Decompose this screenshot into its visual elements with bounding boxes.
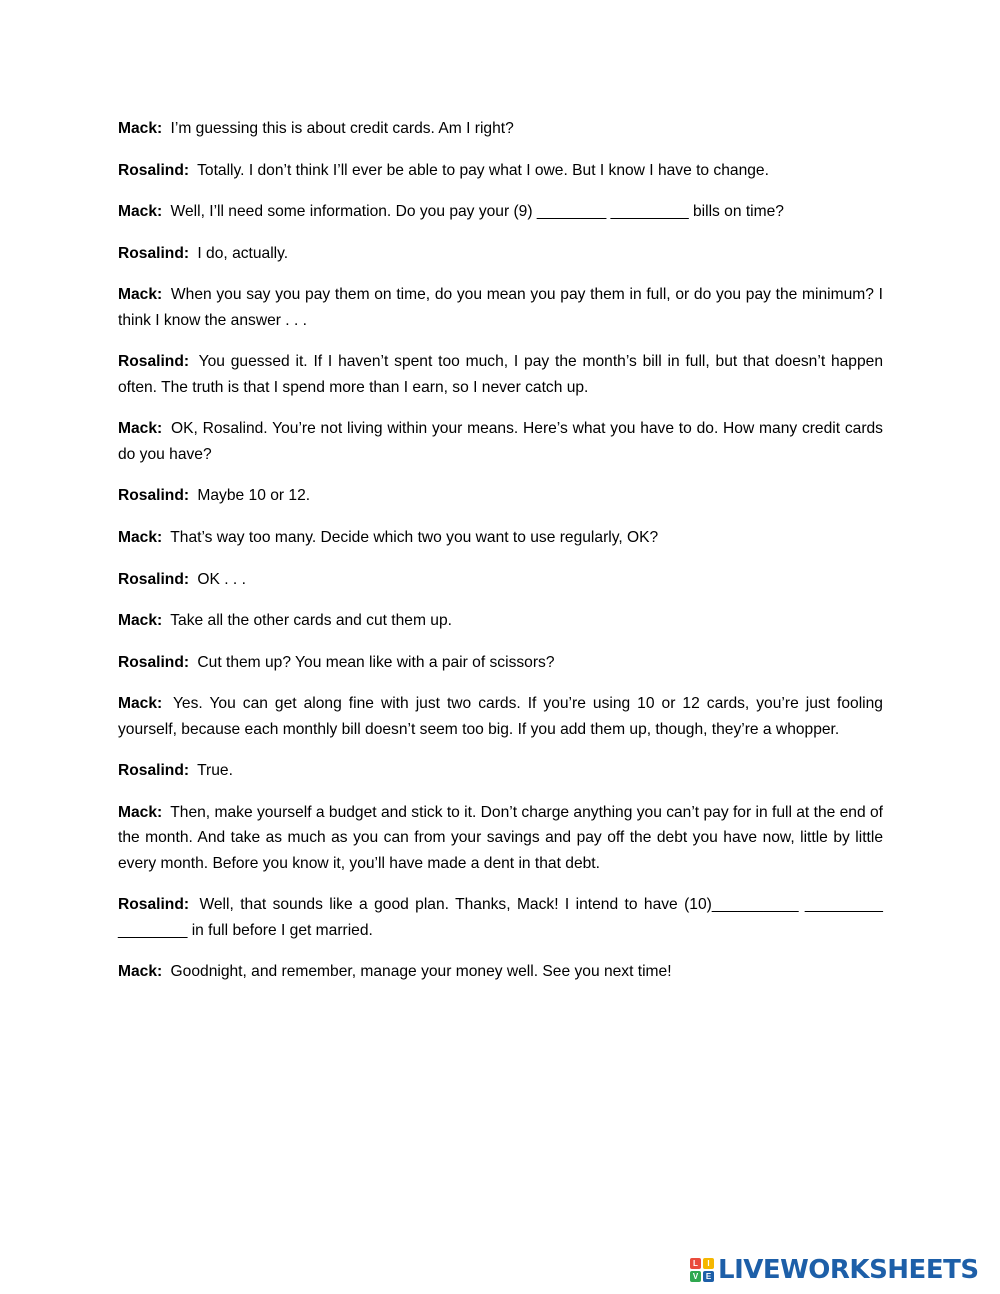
speaker-name: Rosalind: — [118, 896, 190, 914]
dialogue-line — [118, 525, 883, 550]
speaker-name: Mack: — [118, 528, 163, 546]
line-text: OK . . . — [197, 570, 246, 588]
dialogue — [118, 116, 883, 1001]
line-text: Then, make yourself a budget and stick to it. Don’t charge anything you can’t pay for in full at the end of the month. And take as much as you can from your savings and pay off the debt you have now, little by little every month. Before you know it, you’ll have made a dent in that debt. — [118, 803, 883, 872]
line-text: Well, I’ll need some information. Do you pay your (9) ________ _________ bills on time? — [170, 203, 784, 221]
line-text: When you say you pay them on time, do you mean you pay them in full, or do you pay the minimum? I think I know the answer . . . — [118, 286, 883, 329]
speaker-name: Mack: — [118, 286, 163, 304]
speaker-name: Mack: — [118, 695, 163, 713]
line-text: Well, that sounds like a good plan. Thanks, Mack! I intend to have (10)__________ _________ ________ in full before I get married. — [118, 896, 883, 939]
logo-letter: L — [690, 1258, 701, 1269]
dialogue-line — [118, 608, 883, 633]
dialogue-line — [118, 282, 883, 333]
line-text: Take all the other cards and cut them up. — [170, 612, 452, 630]
dialogue-line — [118, 758, 883, 783]
line-text: That’s way too many. Decide which two you want to use regularly, OK? — [170, 528, 659, 546]
line-text: Cut them up? You mean like with a pair of scissors? — [197, 653, 555, 671]
speaker-name: Rosalind: — [118, 653, 190, 671]
speaker-name: Rosalind: — [118, 570, 190, 588]
dialogue-line — [118, 349, 883, 400]
line-text: OK, Rosalind. You’re not living within your means. Here’s what you have to do. How many credit cards do you have? — [118, 420, 883, 463]
speaker-name: Mack: — [118, 803, 163, 821]
logo-letter: I — [703, 1258, 714, 1269]
dialogue-line — [118, 116, 883, 141]
logo-mark-icon — [690, 1258, 714, 1282]
dialogue-line — [118, 567, 883, 592]
dialogue-line — [118, 483, 883, 508]
line-text: Yes. You can get along fine with just two cards. If you’re using 10 or 12 cards, you’re just fooling yourself, because each monthly bill doesn’t seem too big. If you add them up, though, they’re a whopper. — [118, 695, 883, 738]
dialogue-line — [118, 959, 883, 984]
speaker-name: Rosalind: — [118, 161, 190, 179]
speaker-name: Rosalind: — [118, 353, 190, 371]
dialogue-line — [118, 199, 883, 224]
dialogue-line — [118, 800, 883, 876]
speaker-name: Mack: — [118, 963, 163, 981]
logo-letter: E — [703, 1271, 714, 1282]
speaker-name: Mack: — [118, 612, 163, 630]
speaker-name: Rosalind: — [118, 762, 190, 780]
line-text: I do, actually. — [197, 244, 289, 262]
liveworksheets-logo — [690, 1255, 979, 1285]
dialogue-line — [118, 892, 883, 943]
line-text: True. — [197, 762, 233, 780]
speaker-name: Mack: — [118, 120, 163, 137]
dialogue-line — [118, 158, 883, 183]
line-text: I’m guessing this is about credit cards. Am I right? — [170, 120, 514, 137]
line-text: Maybe 10 or 12. — [197, 487, 311, 505]
line-text: You guessed it. If I haven’t spent too much, I pay the month’s bill in full, but that doesn’t happen often. The truth is that I spend more than I earn, so I never catch up. — [118, 353, 883, 396]
dialogue-line — [118, 691, 883, 742]
dialogue-line — [118, 416, 883, 467]
speaker-name: Mack: — [118, 203, 163, 221]
dialogue-line — [118, 650, 883, 675]
logo-text: LIVEWORKSHEETS — [718, 1255, 979, 1285]
logo-letter: V — [690, 1271, 701, 1282]
speaker-name: Rosalind: — [118, 244, 190, 262]
speaker-name: Rosalind: — [118, 487, 190, 505]
dialogue-line — [118, 241, 883, 266]
line-text: Goodnight, and remember, manage your money well. See you next time! — [170, 963, 672, 981]
speaker-name: Mack: — [118, 420, 163, 438]
line-text: Totally. I don’t think I’ll ever be able to pay what I owe. But I know I have to change. — [197, 161, 769, 179]
